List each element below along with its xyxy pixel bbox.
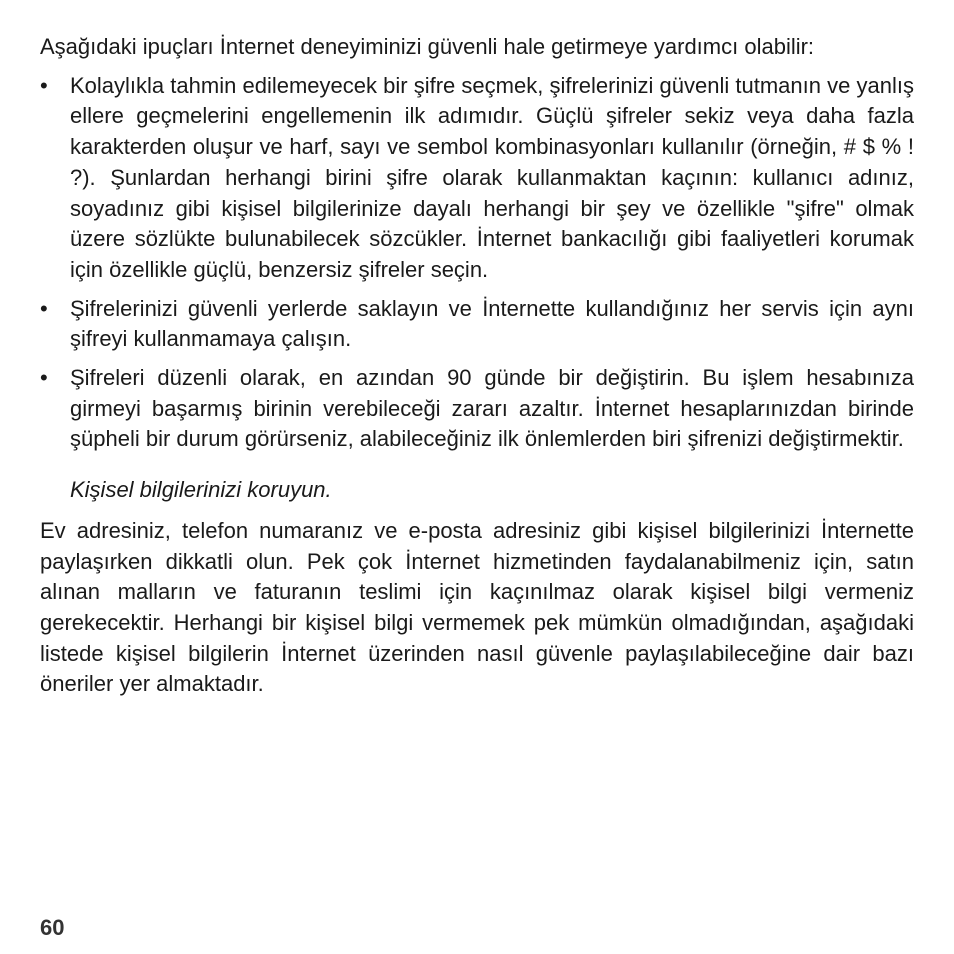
bullet-icon: • xyxy=(40,365,48,391)
list-item-text: Şifrelerinizi güvenli yerlerde saklayın ve İnternette kullandığınız her servis için aynı şifreyi kullanmamaya çalışın. xyxy=(70,295,914,352)
list-item-text: Kolaylıkla tahmin edilemeyecek bir şifre seçmek, şifrelerinizi güvenli tutmanın ve yanlış ellere geçmelerini engellemenin ilk adımıdır. Güçlü şifreler sekiz veya daha fazla karakterden oluşur ve harf, sayı ve sembol kombinasyonları kullanılır (örneğin, # $ % ! ?). Şunlardan herhangi birini şifre olarak kullanmaktan kaçının: kullanıcı adınız, soyadınız gibi kişisel bilgilerinize dayalı herhangi bir şey ve özellikle "şifre" olmak üzere sözlükte bulunabilecek sözcükler. İnternet bankacılığı gibi faaliyetleri korumak için özellikle güçlü, benzersiz şifreler seçin. xyxy=(70,72,914,282)
intro-paragraph: Aşağıdaki ipuçları İnternet deneyiminizi güvenli hale getirmeye yardımcı olabilir: xyxy=(40,34,815,59)
list-item xyxy=(40,71,914,286)
body-paragraph: Ev adresiniz, telefon numaranız ve e-posta adresiniz gibi kişisel bilgilerinizi İnternette paylaşırken dikkatli olun. Pek çok İnternet hizmetinden faydalanabilmeniz için, satın alınan malların ve faturanın teslimi için kaçınılmaz olarak kişisel bilgi vermeniz gerekecektir. Herhangi bir kişisel bilgi vermemek pek mümkün olmadığından, aşağıdaki listede kişisel bilgilerin İnternet üzerinden nasıl güvenle paylaşılabileceğine dair bazı öneriler yer almaktadır. xyxy=(40,517,914,697)
document-page xyxy=(40,32,914,700)
bullet-icon: • xyxy=(40,295,48,321)
list-item-text: Şifreleri düzenli olarak, en azından 90 günde bir değiştirin. Bu işlem hesabınıza girmeyi başarmış birinin verebileceği zararı azaltır. İnternet hesaplarınızdan birinde şüpheli bir durum görürseniz, alabileceğiniz ilk önlemlerden biri şifrenizi değiştirmektir. xyxy=(70,365,914,452)
list-item xyxy=(40,294,914,355)
list-item xyxy=(40,363,914,455)
bullet-icon: • xyxy=(40,72,48,98)
section-subheading: Kişisel bilgilerinizi koruyun. xyxy=(70,477,332,503)
page-number: 60 xyxy=(40,915,65,940)
password-tips-list xyxy=(40,71,914,455)
